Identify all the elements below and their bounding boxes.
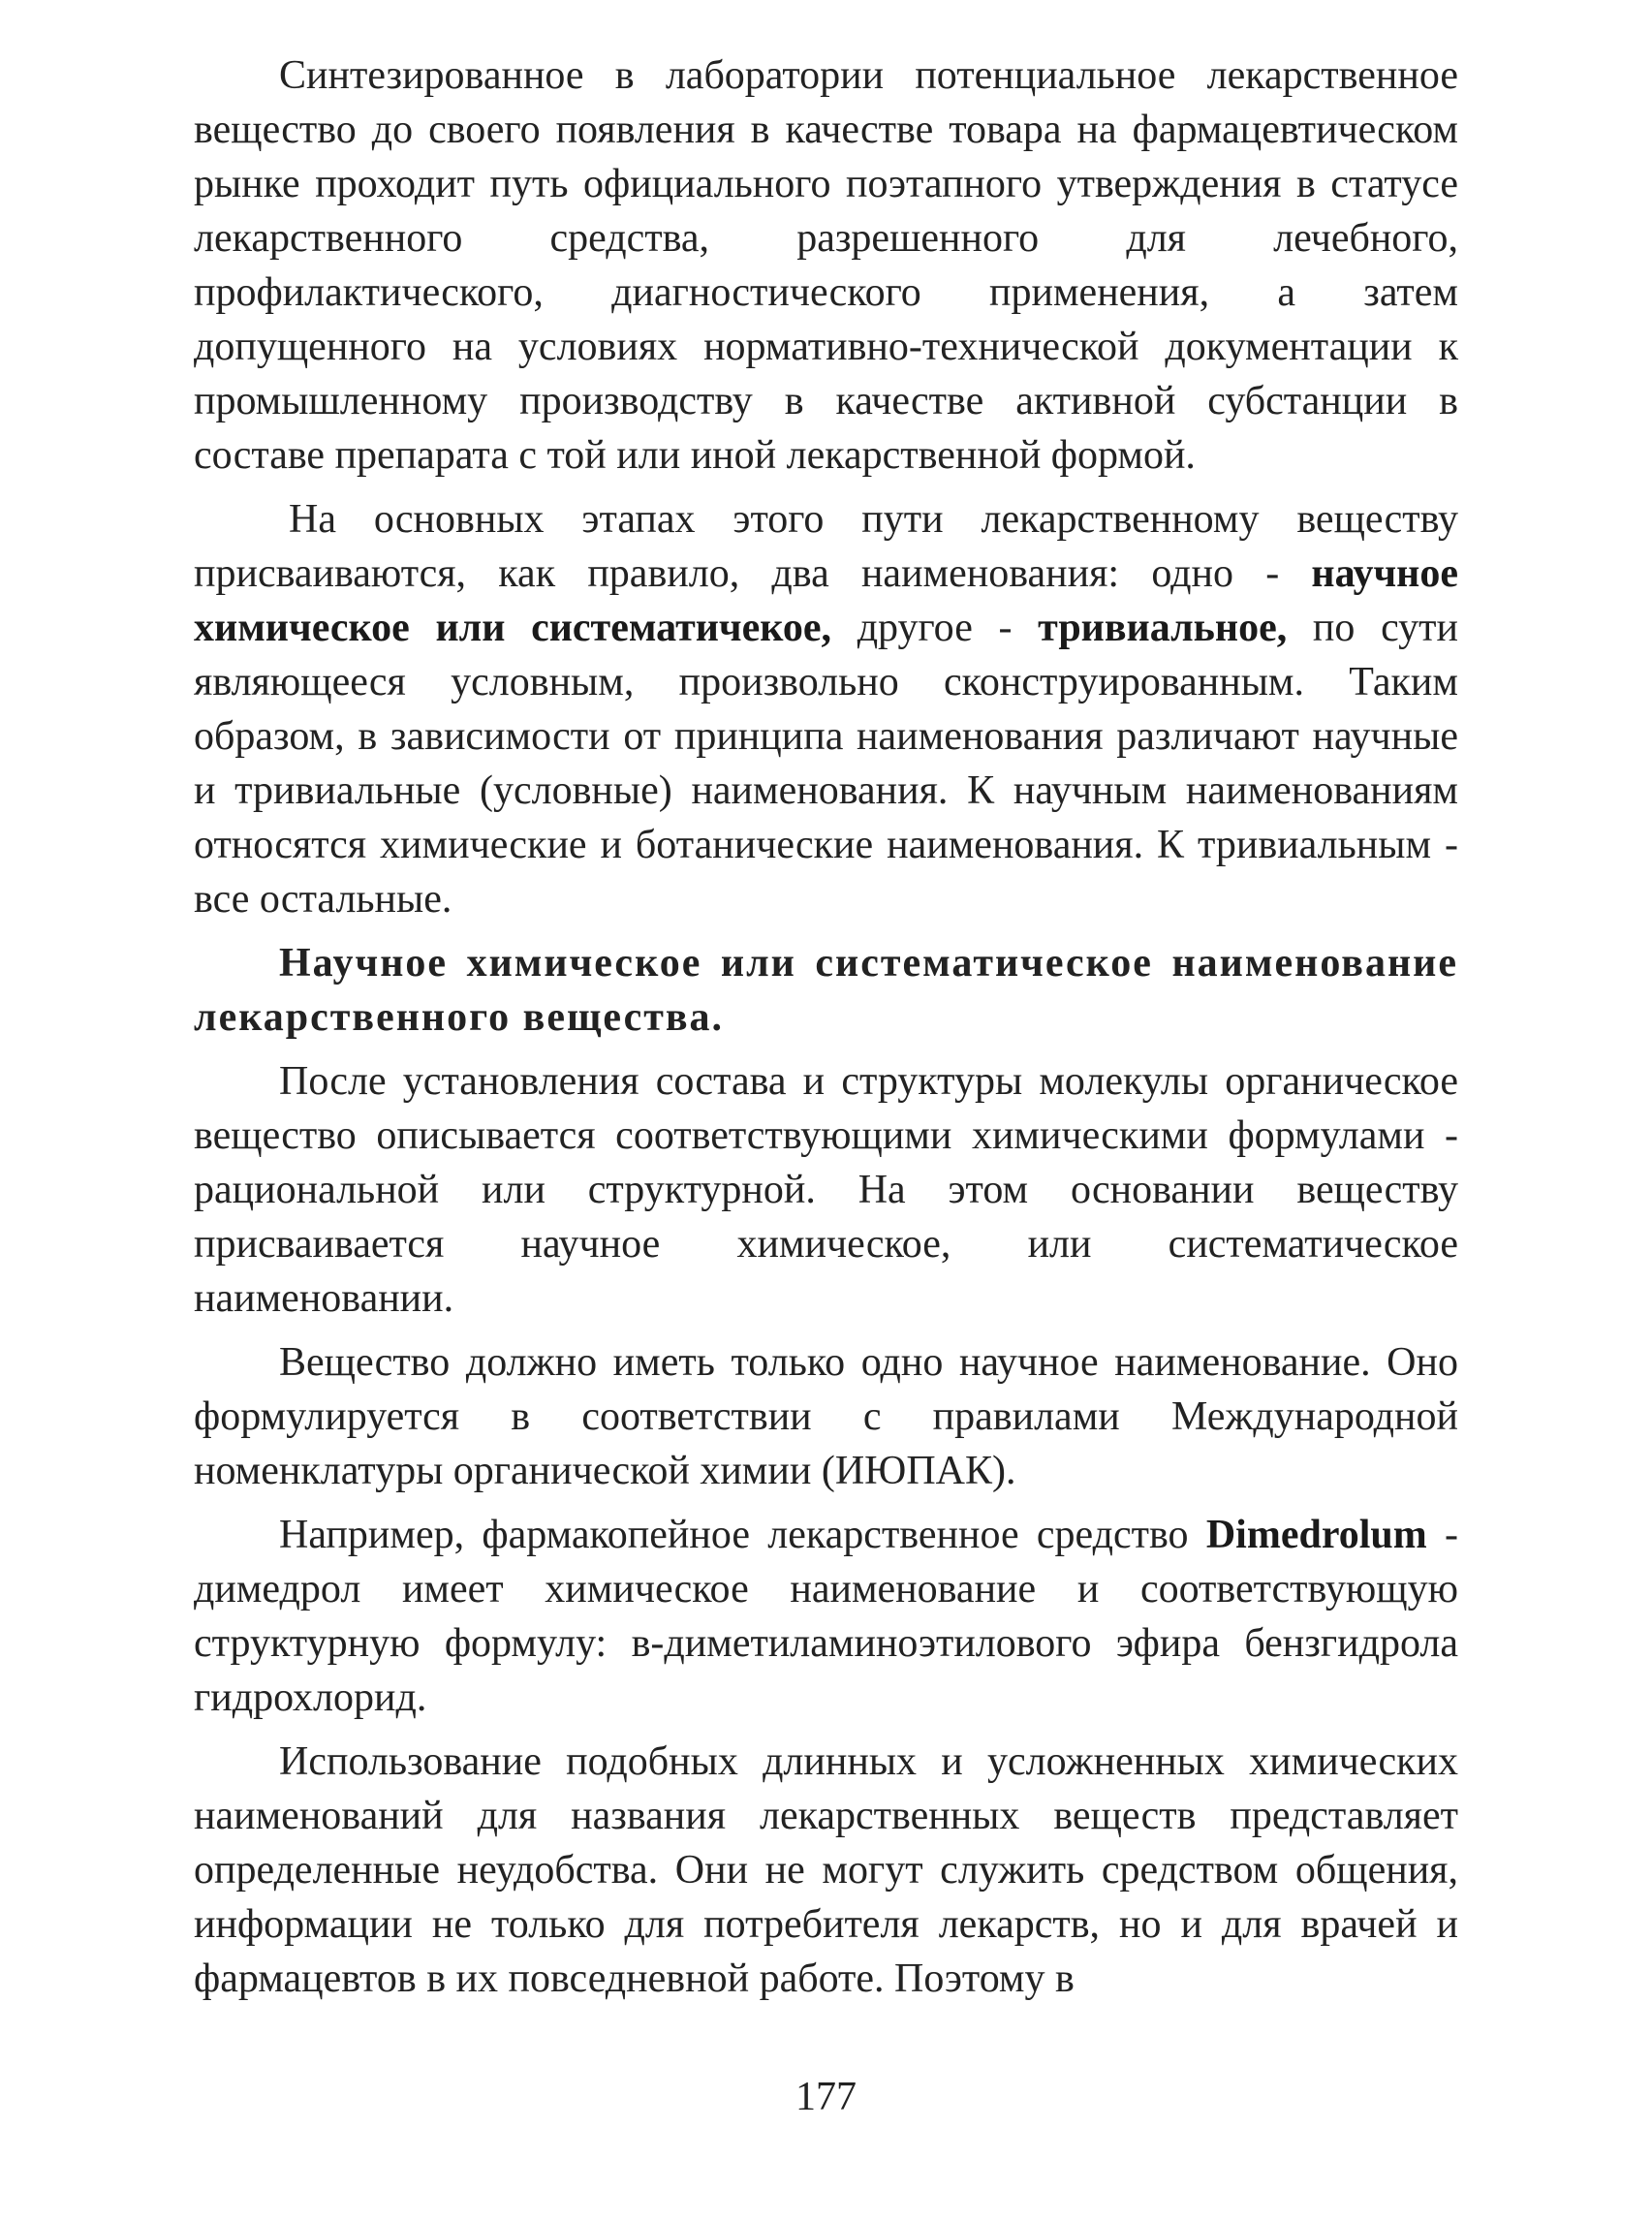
paragraph-usage: Использование подобных длинных и усложненных химических наименований для названия лекарственных веществ представляет определенные неудобства. Они не могут служить средством общения, информации не только для потребителя лекарств, но и для врачей и фармацевтов в их повседневной работе. Поэтому в (194, 1739, 1458, 2001)
text-segment: по сути являющееся условным, произвольно сконструированным. Таким образом, в зависимости от принципа наименования различают научные и тривиальные (условные) наименования. К научным наименованиям относятся химические и ботанические наименования. К тривиальным - все остальные. (194, 606, 1458, 922)
paragraph-iupac: Вещество должно иметь только одно научное наименование. Оно формулируется в соответствии с правилами Международной номенклатуры органической химии (ИЮПАК). (194, 1340, 1458, 1493)
paragraph-structure: После установления состава и структуры молекулы органическое вещество описывается соответствующими химическими формулами - рациональной или структурной. На этом основании веществу присваивается научное химическое, или систематическое наименовании. (194, 1059, 1458, 1321)
section-heading: Научное химическое или систематическое наименование лекарственного вещества. (194, 941, 1458, 1040)
page-body (194, 48, 1458, 2016)
bold-term-trivial: тривиальное, (1038, 606, 1288, 650)
text-segment: - димедрол имеет химическое наименование и соответствующую структурную формулу: в-диметиламиноэтилового эфира бензгидрола гидрохлорид. (194, 1513, 1459, 1720)
paragraph-names (194, 492, 1458, 926)
paragraph-example (194, 1508, 1458, 1725)
bold-term-scientific: научное химическое или систематичекое, (194, 551, 1459, 650)
paragraph-intro: Синтезированное в лаборатории потенциальное лекарственное вещество до своего появления в качестве товара на фармацевтическом рынке проходит путь официального поэтапного утверждения в статусе лекарственного средства, разрешенного для лечебного, профилактического, диагностического применения, а затем допущенного на условиях нормативно-технической документации к промышленному производству в качестве активной субстанции в составе препарата с той или иной лекарственной формой. (194, 53, 1458, 478)
text-segment: другое - (857, 606, 1013, 650)
text-segment: Например, фармакопейное лекарственное средство (279, 1513, 1189, 1557)
text-segment: На основных этапах этого пути лекарственному веществу присваиваются, как правило, два наименования: одно - (194, 497, 1458, 596)
bold-term-dimedrolum: Dimedrolum (1205, 1513, 1427, 1557)
page-number: 177 (795, 2075, 857, 2119)
